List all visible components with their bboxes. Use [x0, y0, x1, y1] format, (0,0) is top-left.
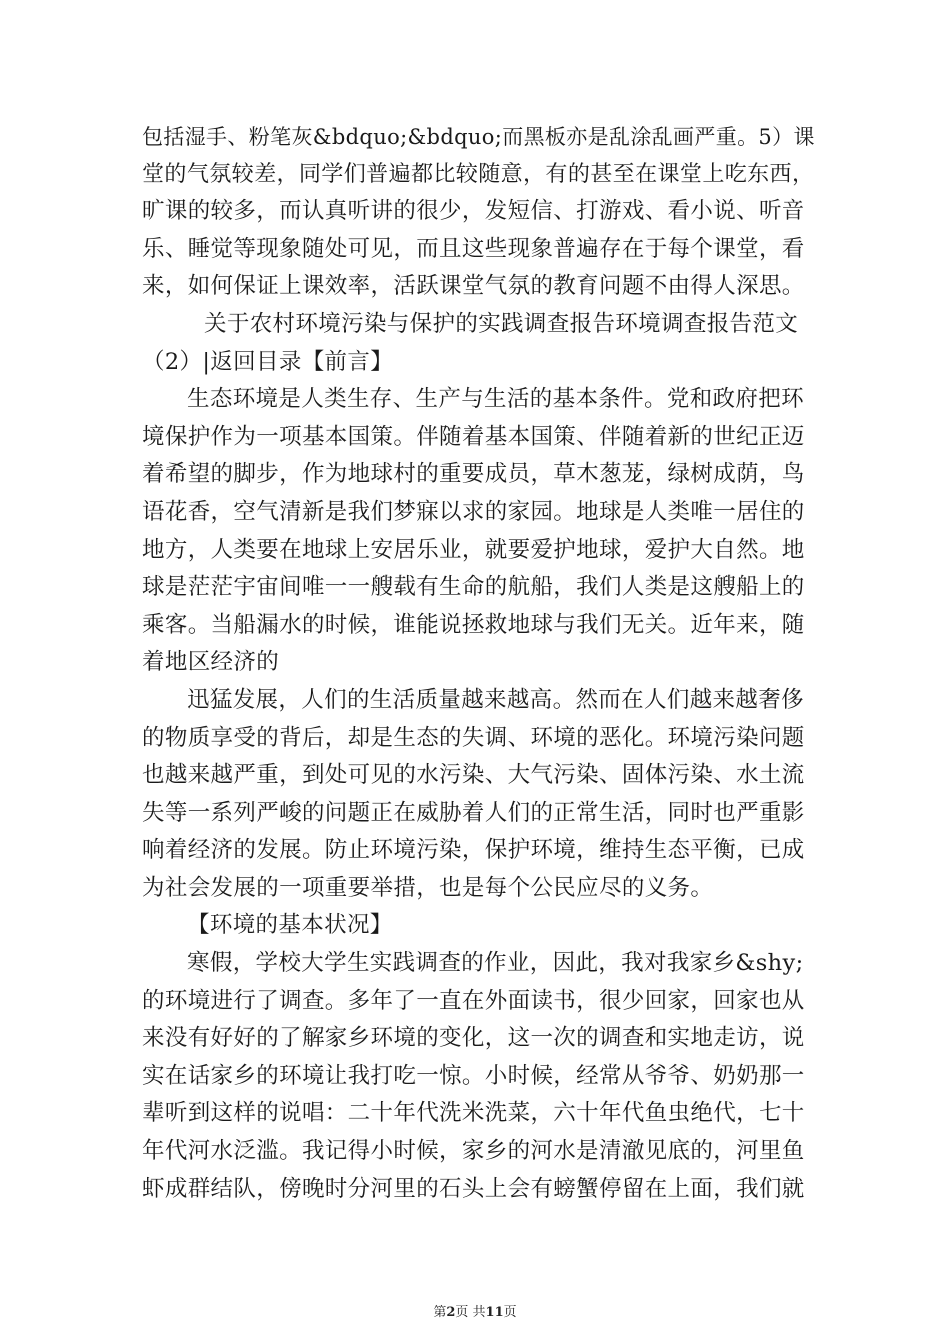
footer-suffix: 页: [503, 1305, 517, 1320]
text-line: 堂的气氛较差，同学们普遍都比较随意，有的甚至在课堂上吃东西，: [142, 161, 815, 187]
footer-prefix: 第: [433, 1305, 447, 1320]
text-line: 语花香，空气清新是我们梦寐以求的家园。地球是人类唯一居住的: [142, 498, 805, 525]
text-line: 辈听到这样的说唱：二十年代洗米洗菜，六十年代鱼虫绝代，七十: [142, 1100, 805, 1127]
footer-total-pages: 11: [485, 1305, 504, 1320]
text-line: 着地区经济的: [142, 649, 280, 676]
footer-current-page: 2: [446, 1305, 456, 1320]
text-line: 失等一系列严峻的问题正在威胁着人们的正常生活，同时也严重影: [142, 799, 805, 826]
text-line: 也越来越严重，到处可见的水污染、大气污染、固体污染、水土流: [142, 762, 805, 789]
text-line: 球是茫茫宇宙间唯一一艘载有生命的航船，我们人类是这艘船上的: [142, 574, 805, 601]
text-line: 迅猛发展，人们的生活质量越来越高。然而在人们越来越奢侈: [187, 686, 804, 713]
text-line: 的物质享受的背后，却是生态的失调、环境的恶化。环境污染问题: [142, 724, 805, 751]
text-line: 旷课的较多，而认真听讲的很少，发短信、打游戏、看小说、听音: [142, 198, 805, 225]
text-line: 寒假，学校大学生实践调查的作业，因此，我对我家乡&shy;: [187, 950, 804, 977]
text-line: 乘客。当船漏水的时候，谁能说拯救地球与我们无关。近年来，随: [142, 611, 805, 638]
text-line: 的环境进行了调查。多年了一直在外面读书，很少回家，回家也从: [142, 987, 805, 1014]
document-body: [142, 118, 818, 1208]
page-footer: [0, 1304, 950, 1322]
text-line: 着希望的脚步，作为地球村的重要成员，草木葱茏，绿树成荫，鸟: [142, 461, 805, 488]
text-line: 来，如何保证上课效率，活跃课堂气氛的教育问题不由得人深思。: [142, 273, 805, 300]
text-line: 关于农村环境污染与保护的实践调查报告环境调查报告范文: [204, 310, 799, 337]
text-line: 响着经济的发展。防止环境污染，保护环境，维持生态平衡，已成: [142, 837, 805, 864]
text-line: 生态环境是人类生存、生产与生活的基本条件。党和政府把环: [187, 386, 804, 413]
text-line: 为社会发展的一项重要举措，也是每个公民应尽的义务。: [142, 874, 714, 901]
text-line: 境保护作为一项基本国策。伴随着基本国策、伴随着新的世纪正迈: [142, 423, 805, 450]
footer-middle: 页 共: [455, 1305, 486, 1320]
text-line: 【环境的基本状况】: [187, 912, 393, 939]
text-line: 来没有好好的了解家乡环境的变化，这一次的调查和实地走访，说: [142, 1025, 805, 1052]
text-line: 包括湿手、粉笔灰&bdquo;&bdquo;而黑板亦是乱涂乱画严重。5）课: [142, 124, 815, 149]
text-line: 地方，人类要在地球上安居乐业，就要爱护地球，爱护大自然。地: [142, 536, 805, 563]
text-line: 实在话家乡的环境让我打吃一惊。小时候，经常从爷爷、奶奶那一: [142, 1062, 805, 1089]
text-line: 年代河水泛滥。我记得小时候，家乡的河水是清澈见底的，河里鱼: [142, 1138, 805, 1165]
text-line: 虾成群结队，傍晚时分河里的石头上会有螃蟹停留在上面，我们就: [142, 1175, 805, 1202]
text-line: 乐、睡觉等现象随处可见，而且这些现象普遍存在于每个课堂，看: [142, 235, 805, 262]
text-line: （2）|返回目录【前言】: [142, 348, 394, 375]
